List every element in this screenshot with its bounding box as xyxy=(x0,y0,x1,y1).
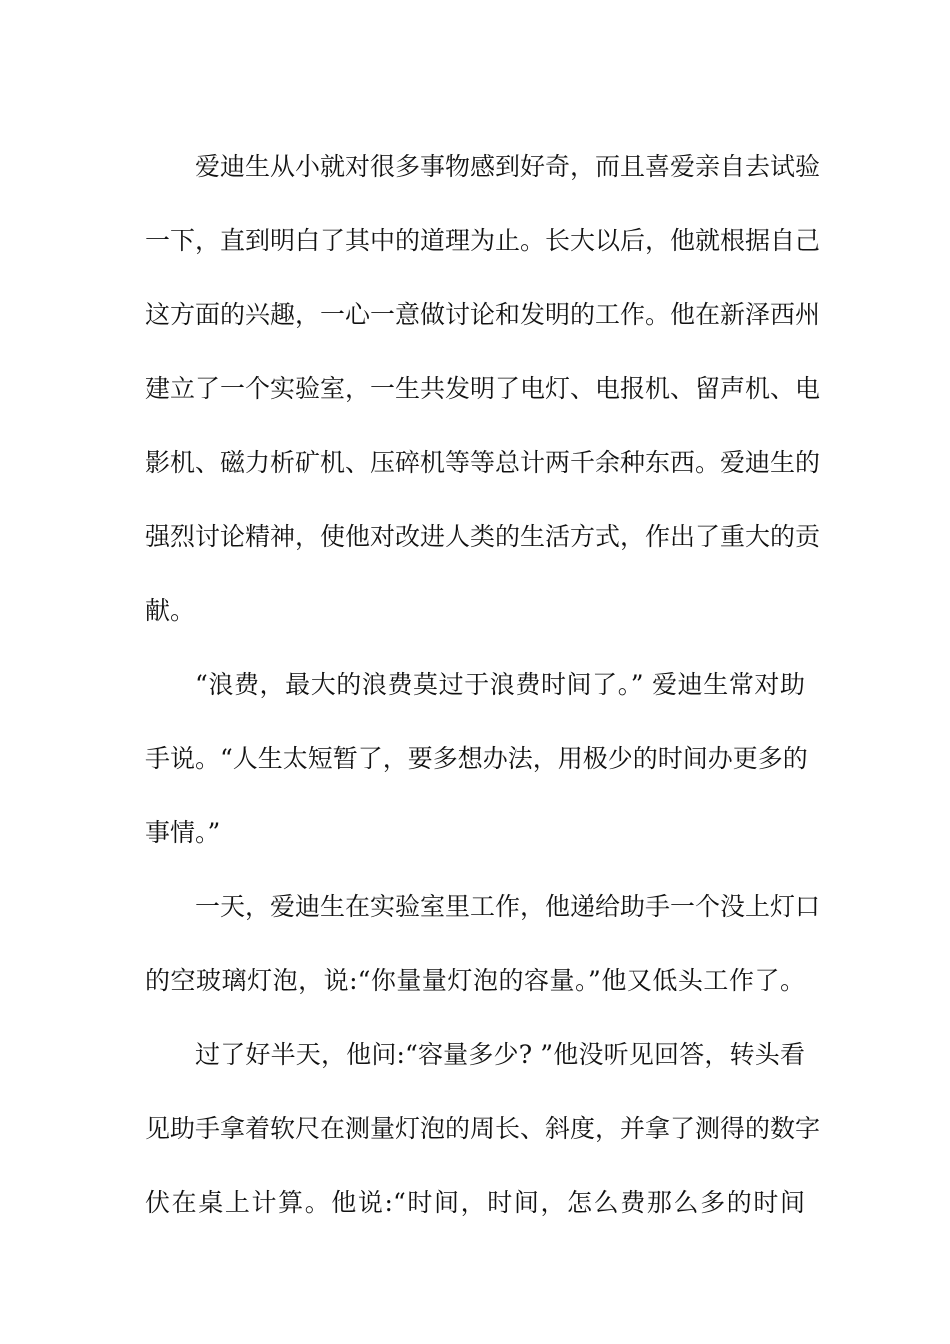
text-line: 一下，直到明白了其中的道理为止。长大以后，他就根据自己 xyxy=(145,226,821,255)
text-line: 事情。” xyxy=(145,818,221,847)
text-line: 影机、磁力析矿机、压碎机等等总计两千余种东西。爱迪生的 xyxy=(145,448,821,477)
text-line: 的空玻璃灯泡，说:“你量量灯泡的容量。”他又低头工作了。 xyxy=(145,966,805,995)
body-text xyxy=(145,130,821,1240)
text-line: 献。 xyxy=(145,596,196,625)
text-line: “浪费，最大的浪费莫过于浪费时间了。” 爱迪生常对助 xyxy=(195,670,805,699)
text-line: 过了好半天，他问:“容量多少? ”他没听见回答，转头看 xyxy=(195,1040,805,1069)
text-line: 爱迪生从小就对很多事物感到好奇，而且喜爱亲自去试验 xyxy=(195,152,821,181)
text-line: 见助手拿着软尺在测量灯泡的周长、斜度，并拿了测得的数字 xyxy=(145,1114,821,1143)
text-line: 伏在桌上计算。他说:“时间，时间，怎么费那么多的时间 xyxy=(145,1188,805,1217)
text-line: 这方面的兴趣，一心一意做讨论和发明的工作。他在新泽西州 xyxy=(145,300,821,329)
text-line: 一天，爱迪生在实验室里工作，他递给助手一个没上灯口 xyxy=(195,892,821,921)
text-line: 强烈讨论精神，使他对改进人类的生活方式，作出了重大的贡 xyxy=(145,522,821,551)
text-line: 建立了一个实验室，一生共发明了电灯、电报机、留声机、电 xyxy=(145,374,821,403)
text-line: 手说。“人生太短暂了，要多想办法，用极少的时间办更多的 xyxy=(145,744,808,773)
